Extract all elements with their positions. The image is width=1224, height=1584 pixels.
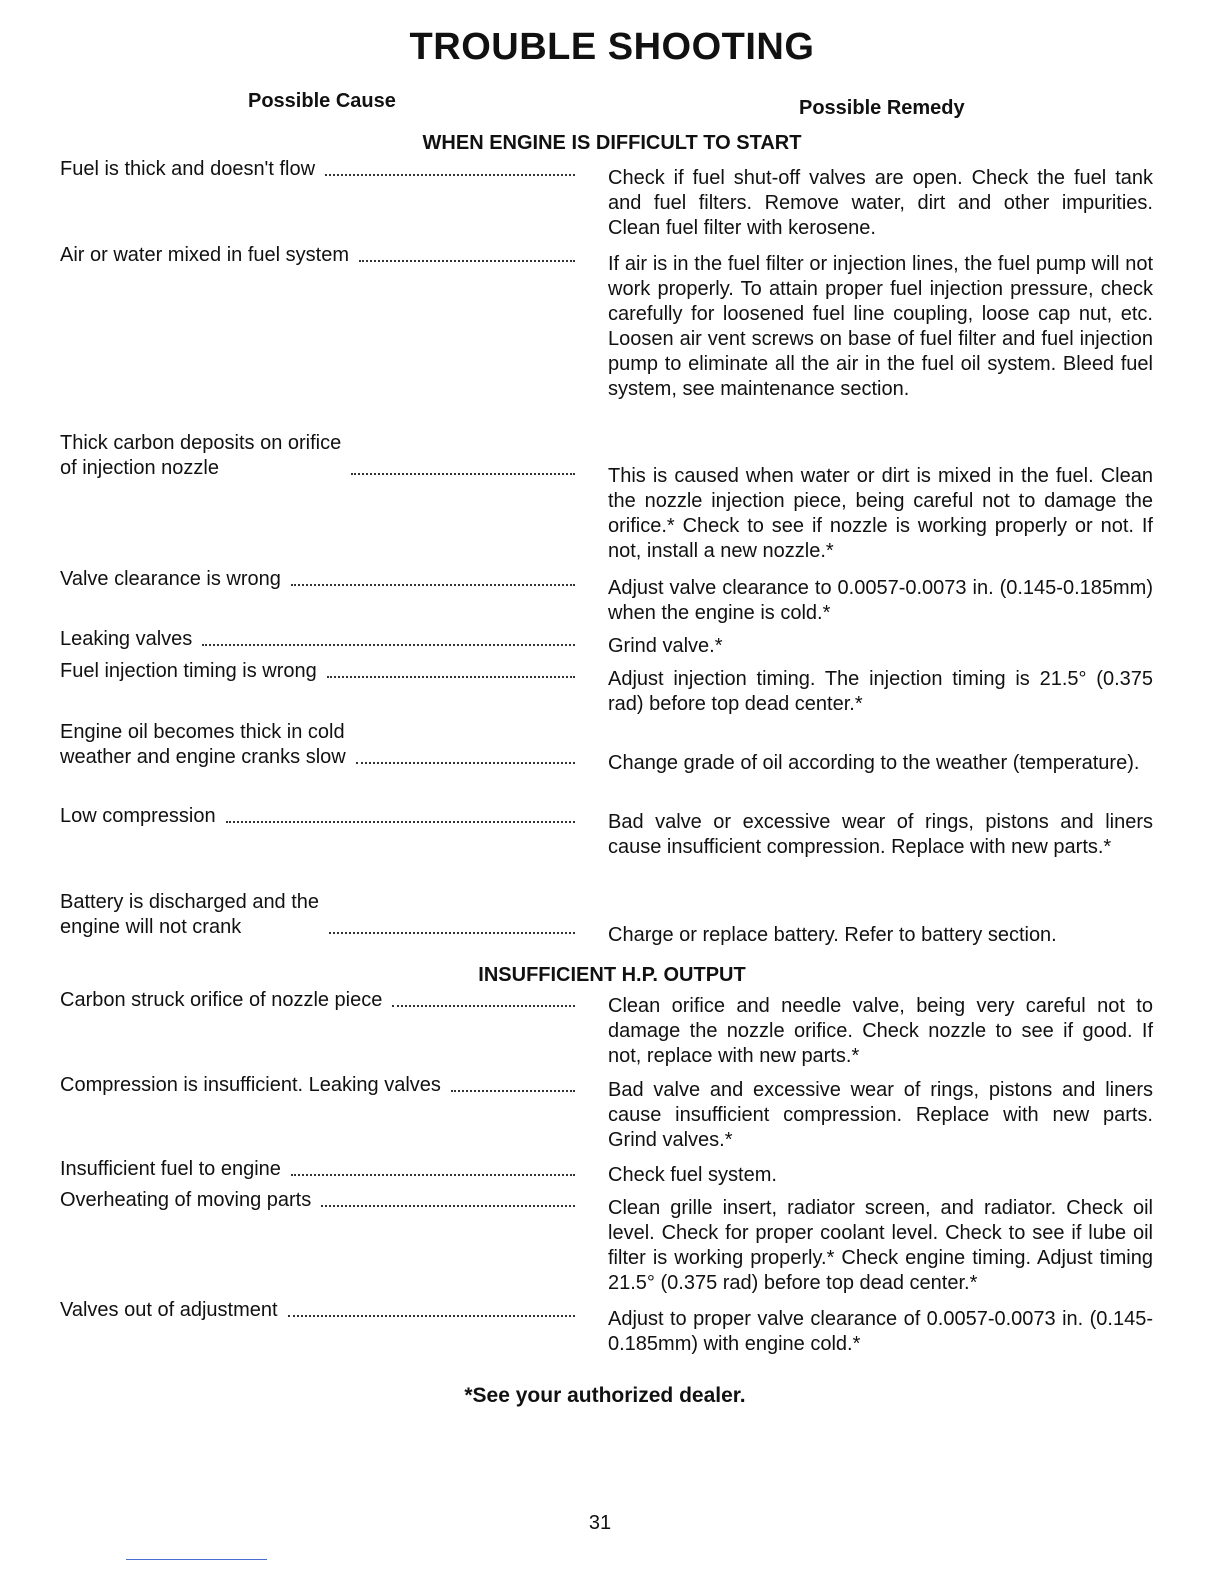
troubleshooting-row — [60, 243, 1160, 402]
troubleshooting-row — [60, 804, 1160, 860]
possible-remedy: This is caused when water or dirt is mixed in the fuel. Clean the nozzle injection piece, being careful not to damage the orifice.* Check to see if nozzle is working properly or not. If not, install a new nozzle.* — [608, 465, 1153, 562]
troubleshooting-row — [60, 567, 1160, 626]
troubleshooting-row — [60, 1157, 1160, 1188]
scan-edge-line — [126, 1559, 267, 1560]
possible-remedy: Change grade of oil according to the weather (temperature). — [608, 752, 1140, 774]
possible-cause: Carbon struck orifice of nozzle piece — [60, 988, 575, 1013]
possible-remedy: Grind valve.* — [608, 635, 723, 657]
possible-cause: Fuel is thick and doesn't flow — [60, 157, 575, 182]
possible-remedy: Charge or replace battery. Refer to battery section. — [608, 924, 1057, 946]
possible-remedy: Adjust injection timing. The injection timing is 21.5° (0.375 rad) before top dead center.* — [608, 668, 1153, 715]
possible-remedy: Clean orifice and needle valve, being very careful not to damage the nozzle orifice. Check nozzle to see if good. If not, replace with new parts.* — [608, 995, 1153, 1067]
possible-cause: Air or water mixed in fuel system — [60, 243, 575, 268]
page-title: TROUBLE SHOOTING — [409, 26, 815, 68]
possible-remedy: If air is in the fuel filter or injection lines, the fuel pump will not work properly. To attain proper fuel injection pressure, check carefully for loosened fuel line coupling, loose cap nut, etc. Loosen air vent screws on base of fuel filter and fuel injection pump to eliminate all the air in the fuel oil system. Bleed fuel system, see maintenance section. — [608, 253, 1153, 400]
possible-remedy: Check if fuel shut-off valves are open. Check the fuel tank and fuel filters. Remove water, dirt and other impurities. Clean fuel filter with kerosene. — [608, 167, 1153, 239]
possible-remedy: Check fuel system. — [608, 1164, 777, 1186]
page-number: 31 — [588, 1512, 612, 1534]
possible-cause: Overheating of moving parts — [60, 1188, 575, 1213]
troubleshooting-row — [60, 890, 1160, 948]
possible-cause: Thick carbon deposits on orifice of injection nozzle — [60, 431, 575, 481]
dealer-footnote: *See your authorized dealer. — [464, 1384, 746, 1407]
possible-cause: Valve clearance is wrong — [60, 567, 575, 592]
troubleshooting-row — [60, 157, 1160, 241]
possible-remedy: Bad valve or excessive wear of rings, pistons and liners cause insufficient compression. Replace with new parts.* — [608, 811, 1153, 858]
troubleshooting-row — [60, 1073, 1160, 1153]
possible-cause: Compression is insufficient. Leaking valves — [60, 1073, 575, 1098]
troubleshooting-row — [60, 1188, 1160, 1296]
troubleshooting-row — [60, 431, 1160, 564]
possible-cause: Low compression — [60, 804, 575, 829]
possible-remedy: Adjust to proper valve clearance of 0.0057-0.0073 in. (0.145-0.185mm) with engine cold.* — [608, 1308, 1153, 1355]
section-heading: INSUFFICIENT H.P. OUTPUT — [478, 964, 746, 986]
troubleshooting-row — [60, 988, 1160, 1069]
possible-cause: Leaking valves — [60, 627, 575, 652]
possible-cause: Battery is discharged and the engine will not crank — [60, 890, 575, 940]
troubleshooting-row — [60, 1298, 1160, 1357]
possible-remedy: Adjust valve clearance to 0.0057-0.0073 in. (0.145-0.185mm) when the engine is cold.* — [608, 577, 1153, 624]
possible-cause: Valves out of adjustment — [60, 1298, 575, 1323]
possible-remedy: Clean grille insert, radiator screen, and radiator. Check oil level. Check for proper coolant level. Check to see if lube oil filter is working properly.* Check engine timing. Adjust timing 21.5° (0.375 rad) before top dead center.* — [608, 1197, 1153, 1294]
cause-column-header: Possible Cause — [248, 90, 396, 112]
possible-cause: Engine oil becomes thick in cold weather and engine cranks slow — [60, 720, 575, 770]
possible-cause: Insufficient fuel to engine — [60, 1157, 575, 1182]
troubleshooting-row — [60, 720, 1160, 776]
section-heading: WHEN ENGINE IS DIFFICULT TO START — [422, 132, 802, 154]
troubleshooting-row — [60, 627, 1160, 659]
possible-remedy: Bad valve and excessive wear of rings, pistons and liners cause insufficient compression. Replace with new parts. Grind valves.* — [608, 1079, 1153, 1151]
troubleshooting-row — [60, 659, 1160, 717]
remedy-column-header: Possible Remedy — [799, 97, 965, 119]
possible-cause: Fuel injection timing is wrong — [60, 659, 575, 684]
